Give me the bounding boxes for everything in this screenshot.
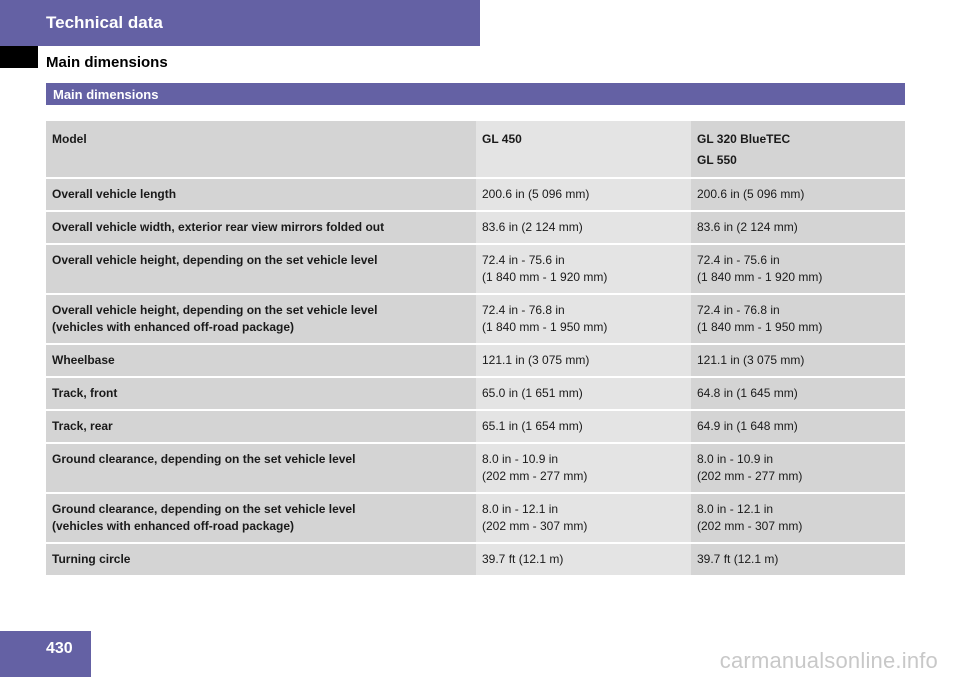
row-label xyxy=(46,494,476,544)
dimensions-table xyxy=(46,121,905,577)
row-label-line: Ground clearance, depending on the set vehicle level xyxy=(52,502,356,516)
value-gl320-gl550-line: 200.6 in (5 096 mm) xyxy=(697,187,805,201)
section-marker xyxy=(0,46,38,68)
value-gl450-line: 83.6 in (2 124 mm) xyxy=(482,220,583,234)
value-gl320-gl550 xyxy=(691,179,905,212)
table-header-row xyxy=(46,121,905,179)
value-gl450 xyxy=(476,378,691,411)
value-gl320-gl550-line: 121.1 in (3 075 mm) xyxy=(697,353,805,367)
table-row xyxy=(46,245,905,295)
table-row xyxy=(46,345,905,378)
table-row xyxy=(46,378,905,411)
row-label xyxy=(46,179,476,212)
row-label xyxy=(46,345,476,378)
value-gl450 xyxy=(476,444,691,494)
section-title: Technical data xyxy=(46,13,163,32)
watermark: carmanualsonline.info xyxy=(719,648,938,673)
value-gl450-line: 200.6 in (5 096 mm) xyxy=(482,187,590,201)
column-header-model: Model xyxy=(46,121,476,179)
row-label-line: (vehicles with enhanced off-road package) xyxy=(52,519,295,533)
value-gl450-line: (202 mm - 307 mm) xyxy=(482,519,588,533)
value-gl320-gl550 xyxy=(691,444,905,494)
value-gl320-gl550 xyxy=(691,411,905,444)
page-heading: Main dimensions xyxy=(46,54,168,71)
column-header-gl320-gl550 xyxy=(691,121,905,179)
row-label-line: Overall vehicle width, exterior rear view mirrors folded out xyxy=(52,220,385,234)
row-label-line: Track, front xyxy=(52,386,118,400)
value-gl320-gl550 xyxy=(691,494,905,544)
value-gl450-line: (1 840 mm - 1 950 mm) xyxy=(482,320,608,334)
value-gl320-gl550-line: 8.0 in - 10.9 in xyxy=(697,452,774,466)
value-gl320-gl550-line: (202 mm - 307 mm) xyxy=(697,519,803,533)
value-gl450-line: 72.4 in - 75.6 in xyxy=(482,253,565,267)
value-gl450-line: 72.4 in - 76.8 in xyxy=(482,303,565,317)
value-gl320-gl550-line: 39.7 ft (12.1 m) xyxy=(697,552,779,566)
table-row xyxy=(46,411,905,444)
table-title-banner: Main dimensions xyxy=(46,83,905,105)
value-gl450-line: 8.0 in - 10.9 in xyxy=(482,452,559,466)
table-row xyxy=(46,544,905,577)
column-header-gl320: GL 320 BlueTEC xyxy=(697,132,791,146)
row-label-line: Ground clearance, depending on the set vehicle level xyxy=(52,452,356,466)
row-label-line: Overall vehicle height, depending on the set vehicle level xyxy=(52,253,378,267)
value-gl450 xyxy=(476,411,691,444)
value-gl320-gl550-line: 83.6 in (2 124 mm) xyxy=(697,220,798,234)
row-label-line: Overall vehicle height, depending on the set vehicle level xyxy=(52,303,378,317)
table-row xyxy=(46,212,905,245)
value-gl450-line: (1 840 mm - 1 920 mm) xyxy=(482,270,608,284)
row-label xyxy=(46,295,476,345)
value-gl450 xyxy=(476,245,691,295)
row-label xyxy=(46,245,476,295)
value-gl320-gl550-line: (202 mm - 277 mm) xyxy=(697,469,803,483)
column-header-gl450: GL 450 xyxy=(476,121,691,179)
row-label xyxy=(46,212,476,245)
value-gl450-line: 121.1 in (3 075 mm) xyxy=(482,353,590,367)
value-gl450-line: 65.1 in (1 654 mm) xyxy=(482,419,583,433)
section-title-tab xyxy=(0,0,480,46)
value-gl450 xyxy=(476,345,691,378)
value-gl320-gl550-line: 72.4 in - 75.6 in xyxy=(697,253,780,267)
column-header-gl550: GL 550 xyxy=(697,153,737,167)
row-label-line: Overall vehicle length xyxy=(52,187,177,201)
value-gl320-gl550-line: 64.8 in (1 645 mm) xyxy=(697,386,798,400)
row-label xyxy=(46,378,476,411)
table-row xyxy=(46,444,905,494)
value-gl450 xyxy=(476,212,691,245)
value-gl450-line: 8.0 in - 12.1 in xyxy=(482,502,559,516)
value-gl320-gl550 xyxy=(691,295,905,345)
value-gl450-line: 39.7 ft (12.1 m) xyxy=(482,552,564,566)
row-label xyxy=(46,411,476,444)
value-gl450 xyxy=(476,295,691,345)
value-gl320-gl550 xyxy=(691,245,905,295)
value-gl450 xyxy=(476,544,691,577)
value-gl450-line: (202 mm - 277 mm) xyxy=(482,469,588,483)
value-gl320-gl550 xyxy=(691,378,905,411)
value-gl320-gl550-line: 8.0 in - 12.1 in xyxy=(697,502,774,516)
table-row xyxy=(46,494,905,544)
row-label-line: Wheelbase xyxy=(52,353,115,367)
value-gl450-line: 65.0 in (1 651 mm) xyxy=(482,386,583,400)
value-gl320-gl550-line: 72.4 in - 76.8 in xyxy=(697,303,780,317)
row-label-line: Track, rear xyxy=(52,419,113,433)
value-gl320-gl550 xyxy=(691,544,905,577)
value-gl320-gl550-line: (1 840 mm - 1 920 mm) xyxy=(697,270,823,284)
row-label-line: Turning circle xyxy=(52,552,131,566)
row-label xyxy=(46,544,476,577)
value-gl450 xyxy=(476,179,691,212)
row-label-line: (vehicles with enhanced off-road package) xyxy=(52,320,295,334)
value-gl320-gl550 xyxy=(691,345,905,378)
row-label xyxy=(46,444,476,494)
value-gl320-gl550-line: (1 840 mm - 1 950 mm) xyxy=(697,320,823,334)
table-row xyxy=(46,295,905,345)
value-gl450 xyxy=(476,494,691,544)
value-gl320-gl550 xyxy=(691,212,905,245)
table-row xyxy=(46,179,905,212)
page-number: 430 xyxy=(0,631,91,677)
value-gl320-gl550-line: 64.9 in (1 648 mm) xyxy=(697,419,798,433)
